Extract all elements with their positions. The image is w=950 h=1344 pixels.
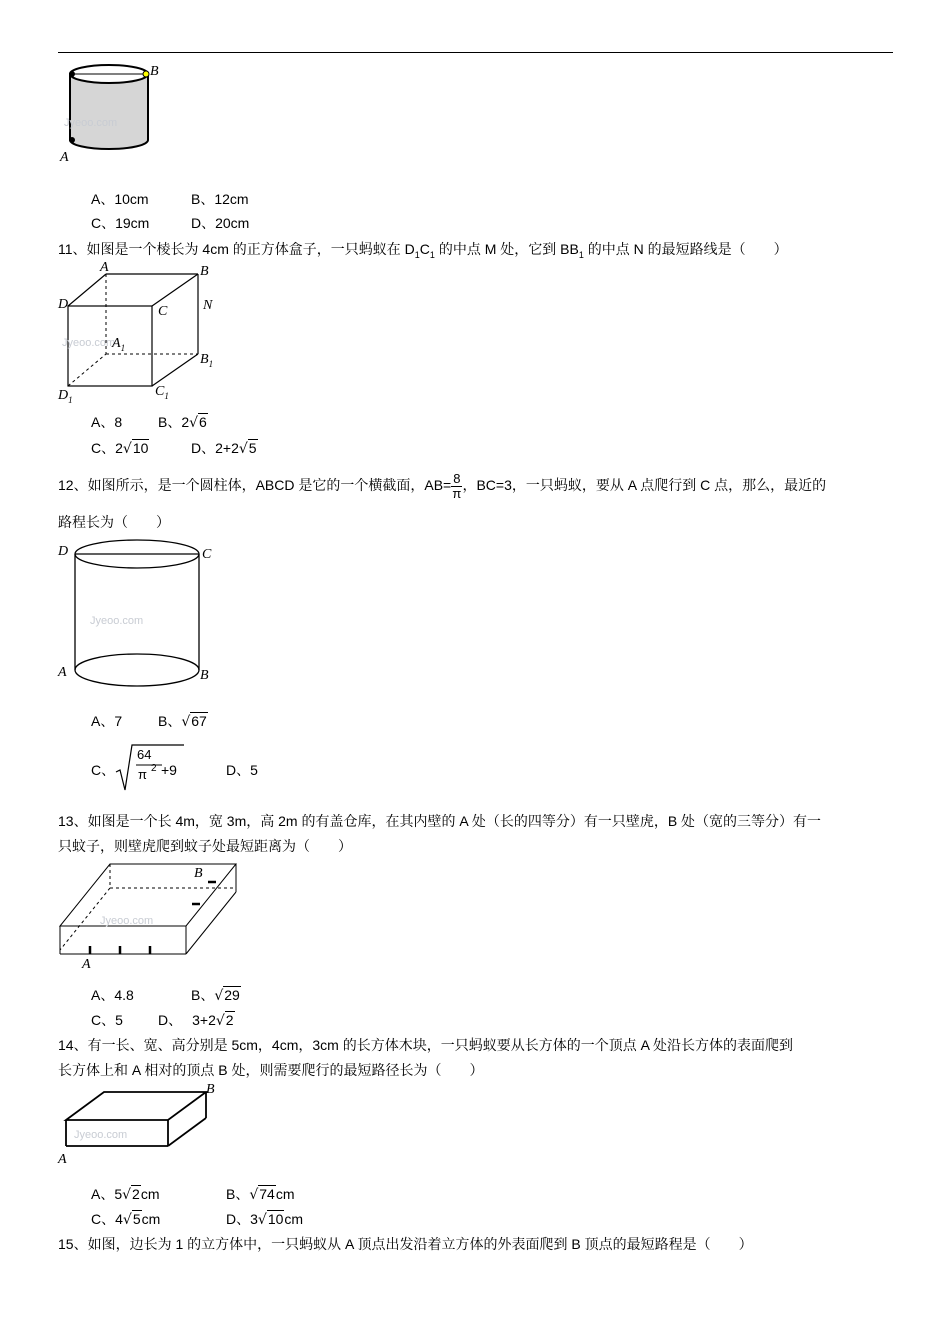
q11-option-a: A、8 — [91, 414, 123, 430]
q13-label-a: A — [82, 957, 91, 972]
q12-option-c: C、 — [91, 762, 116, 778]
q13-question-line2: 只蚊子，则壁虎爬到蚊子处最短距离为（ ） — [58, 838, 352, 854]
q12-label-a: A — [58, 665, 67, 680]
svg-text:Jyeoo.com: Jyeoo.com — [90, 615, 144, 627]
q12-option-c-num: 64 — [137, 747, 152, 762]
q14-question-line2: 长方体上和 A 相对的顶点 B 处，则需要爬行的最短路径长为（ ） — [58, 1062, 484, 1078]
q12-label-b: B — [200, 668, 209, 683]
q10-option-c: C、19cm — [91, 215, 150, 231]
q12-option-a: A、7 — [91, 713, 123, 729]
q14-option-b: B、√74cm — [226, 1186, 295, 1203]
q12-option-b: B、√67 — [158, 713, 207, 730]
q13-option-d: D、 3+2√2 — [158, 1012, 234, 1029]
q11-label-d: D — [58, 297, 69, 312]
q10-watermark: Jyeoo.com — [64, 117, 118, 129]
q11-cube-figure — [56, 262, 226, 412]
q10-option-a: A、10cm — [91, 191, 149, 207]
q13-option-c: C、5 — [91, 1012, 123, 1028]
q12-fraction: $\frac{8}{\pi}$ — [452, 471, 462, 501]
q13-question: 13、如图是一个长 4m，宽 3m，高 2m 的有盖仓库，在其内壁的 A 处（长的四等分）有一只壁虎，B 处（宽的三等分）有一 — [58, 813, 822, 829]
q11-label-b: B — [200, 264, 209, 279]
q14-label-a: A — [58, 1152, 67, 1167]
q14-cuboid-figure — [60, 1084, 220, 1154]
q10-label-a: A — [60, 150, 69, 165]
q12-cylinder-figure — [70, 538, 210, 693]
q11-label-c: C — [158, 304, 168, 319]
q12-label-d: D — [58, 544, 69, 559]
q12-option-c-den: π — [138, 767, 147, 782]
q12-option-c-exp: 2 — [151, 763, 157, 774]
q11-option-b: B、2√6 — [158, 414, 207, 431]
q12-label-c: C — [202, 547, 212, 562]
q14-question: 14、有一长、宽、高分别是 5cm，4cm，3cm 的长方体木块，一只蚂蚁要从长方体的一个顶点 A 处沿长方体的表面爬到 — [58, 1037, 794, 1053]
q14-label-b: B — [206, 1082, 215, 1097]
q11-option-c: C、2√10 — [91, 440, 149, 457]
q12-question: 12、如图所示，是一个圆柱体，ABCD 是它的一个横截面，AB= $\frac{8}{\pi}$ ，BC=3，一只蚂蚁，要从 A 点爬行到 C 点，那么，最近的 — [58, 471, 827, 501]
q13-option-b: B、√29 — [191, 987, 240, 1004]
svg-text:Jyeoo.com: Jyeoo.com — [74, 1129, 128, 1141]
q12-option-c-tail: +9 — [161, 762, 177, 778]
q11-option-d: D、2+2√5 — [191, 440, 257, 457]
q11-label-d1: $D_1$ — [58, 388, 73, 405]
q15-question: 15、如图，边长为 1 的立方体中，一只蚂蚁从 A 顶点出发沿着立方体的外表面爬到 B 顶点的最短路程是（ ） — [58, 1236, 753, 1252]
q12-option-d: D、5 — [226, 762, 258, 778]
svg-text:Jyeoo.com: Jyeoo.com — [100, 915, 154, 927]
q11-label-n: N — [203, 298, 213, 313]
q11-label-c1: $C_1$ — [155, 384, 169, 401]
q11-number: 11、 — [58, 241, 87, 257]
q13-warehouse-figure — [56, 858, 246, 958]
q11-label-b1: $B_1$ — [200, 352, 214, 369]
q10-option-b: B、12cm — [191, 191, 249, 207]
q10-label-b: B — [150, 64, 159, 79]
q13-label-b: B — [194, 866, 203, 881]
q14-option-c: C、4√5cm — [91, 1211, 161, 1228]
q14-option-a: A、5√2cm — [91, 1186, 160, 1203]
q10-option-d: D、20cm — [191, 215, 250, 231]
q13-option-a: A、4.8 — [91, 987, 134, 1003]
header-rule — [58, 52, 893, 53]
q11-label-a1: $A_1$ — [112, 336, 126, 353]
q11-watermark: Jyeoo.com — [62, 337, 116, 349]
q14-option-d: D、3√10cm — [226, 1211, 304, 1228]
q12-question-line2: 路程长为（ ） — [58, 514, 170, 530]
q11-question: 11、如图是一个棱长为 4cm 的正方体盒子，一只蚂蚁在 $D_1C_1$ 的中点 M 处，它到 $BB_1$ 的中点 N 的最短路线是（ ） — [58, 241, 788, 260]
q11-label-a: A — [100, 260, 109, 275]
